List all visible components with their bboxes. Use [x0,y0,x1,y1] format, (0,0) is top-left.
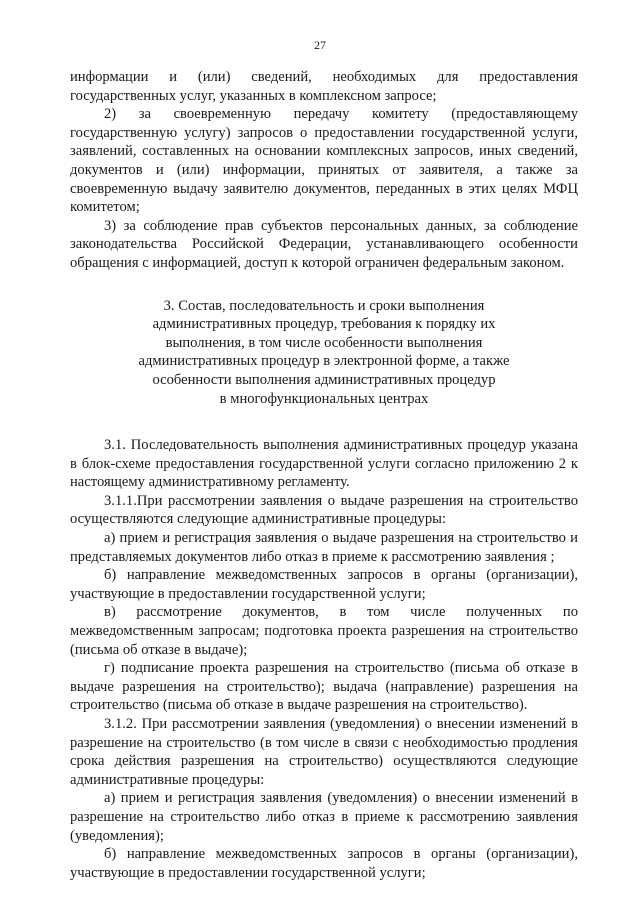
paragraph-3-1-2-b: б) направление межведомственных запросов в органы (организации), участвующие в предоставлении государственной услуги; [70,846,578,881]
paragraph-3-1: 3.1. Последовательность выполнения административных процедур указана в блок-схеме предоставления государственной услуги согласно приложению 2 к настоящему административному регламенту. [70,437,578,491]
section-heading [70,297,578,409]
section-heading-line: административных процедур, требования к порядку их [152,316,496,333]
paragraph-3-1-2: 3.1.2. При рассмотрении заявления (уведомления) о внесении изменений в разрешение на строительство (в том числе в связи с необходимостью продления срока действия разрешения на строительство) осуществляются следующие административные процедуры: [70,716,578,788]
section-heading-line: 3. Состав, последовательность и сроки выполнения [163,297,485,314]
page-number: 27 [314,38,326,52]
paragraph-3-1-1: 3.1.1.При рассмотрении заявления о выдаче разрешения на строительство осуществляются следующие административные процедуры: [70,492,578,528]
paragraph-continuation: информации и (или) сведений, необходимых для предоставления государственных услуг, указанных в комплексном запросе; [70,69,578,104]
document-body [70,68,578,882]
section-heading-line: выполнения, в том числе особенности выполнения [165,334,483,351]
paragraph-3-1-1-g: г) подписание проекта разрешения на строительство (письма об отказе в выдаче разрешения на строительство); выдача (направление) разрешения на строительство (письма об отказе в выдаче разрешения на строительство). [70,660,578,714]
paragraph-item-3: 3) за соблюдение прав субъектов персональных данных, за соблюдение законодательства Российской Федерации, устанавливающего особенности обращения с информацией, доступ к которой ограничен федеральным законом. [70,217,578,271]
paragraph-3-1-1-a: а) прием и регистрация заявления о выдаче разрешения на строительство и представляемых документов либо отказ в приеме к рассмотрению заявления ; [70,530,578,565]
paragraph-3-1-2-a: а) прием и регистрация заявления (уведомления) о внесении изменений в разрешение на строительство либо отказ в приеме к рассмотрению заявления (уведомления); [70,790,578,844]
paragraph-3-1-1-b: б) направление межведомственных запросов в органы (организации), участвующие в предоставлении государственной услуги; [70,567,578,602]
section-heading-line: в многофункциональных центрах [219,390,429,407]
section-heading-line: особенности выполнения административных процедур [152,371,496,388]
section-heading-line: административных процедур в электронной форме, а также [138,353,510,370]
paragraph-item-2: 2) за своевременную передачу комитету (предоставляющему государственную услугу) запросов о предоставлении государственной услуги, заявлений, составленных на основании комплексных запросов, иных сведений, документов и (или) информации, принятых от заявителя, а также за своевременную выдачу заявителю документов, переданных в этих целях МФЦ комитетом; [70,106,578,216]
paragraph-3-1-1-v: в) рассмотрение документов, в том числе полученных по межведомственным запросам; подготовка проекта разрешения на строительство (письма об отказе в выдаче); [70,604,578,658]
